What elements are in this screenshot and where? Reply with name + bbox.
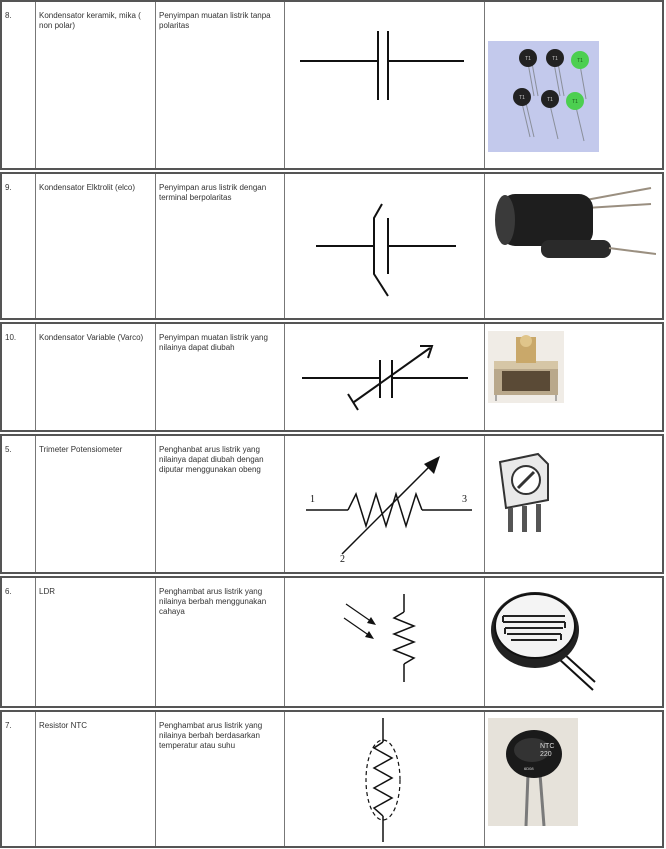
table-row	[0, 434, 664, 574]
trimmer-potentiometer-symbol	[302, 448, 478, 564]
table-row	[0, 576, 664, 708]
row-number: 6.	[5, 587, 12, 596]
ntc-label: NTC	[540, 743, 555, 750]
component-function: Penghanbat arus listrik yang nilainya dapat diubah dengan diputar menggunakan obeng	[159, 445, 264, 474]
table-row	[0, 710, 664, 848]
row-number: 5.	[5, 445, 12, 454]
ntc-code-label: 6D08	[524, 766, 534, 771]
photo-label: T1	[572, 99, 578, 105]
component-function: Penyimpan arus listrik dengan terminal berpolaritas	[159, 183, 267, 202]
component-name: Kondensator Variable (Varco)	[39, 333, 144, 342]
component-name: Kondensator Elktrolit (elco)	[39, 183, 136, 192]
photo-label: T1	[547, 97, 553, 103]
component-name: Kondensator keramik, mika ( non polar)	[39, 11, 141, 30]
row-number: 9.	[5, 183, 12, 192]
ldr-photo	[489, 586, 597, 694]
component-function: Penyimpan muatan listrik yang nilainya dapat diubah	[159, 333, 268, 352]
row-number: 8.	[5, 11, 12, 20]
pin-label: 1	[310, 494, 315, 505]
electrolytic-capacitor-photo	[491, 182, 656, 264]
electrolytic-capacitor-symbol	[312, 202, 462, 298]
component-function: Penghambat arus listrik yang nilainya berbah menggunakan cahaya	[159, 587, 267, 616]
pin-label: 2	[340, 554, 345, 564]
component-function: Penyimpan muatan listrik tanpa polaritas	[159, 11, 271, 30]
component-name: Trimeter Potensiometer	[39, 445, 123, 454]
ceramic-capacitor-photo	[488, 41, 599, 152]
ntc-value-label: 220	[540, 751, 552, 758]
variable-capacitor-photo	[488, 331, 564, 403]
ceramic-capacitor-symbol	[296, 26, 466, 106]
photo-label: T1	[525, 56, 531, 62]
trimmer-potentiometer-photo	[494, 450, 556, 534]
photo-label: T1	[519, 95, 525, 101]
row-number: 10.	[5, 333, 17, 342]
ntc-resistor-symbol	[354, 716, 412, 846]
pin-label: 3	[462, 494, 467, 505]
photo-label: T1	[552, 56, 558, 62]
component-function: Penghambat arus listrik yang nilainya berbah berdasarkan temperatur atau suhu	[159, 721, 263, 750]
photo-label: T1	[577, 58, 583, 64]
table-row	[0, 322, 664, 432]
table-row	[0, 172, 664, 320]
ntc-resistor-photo	[488, 718, 578, 826]
component-name: LDR	[39, 587, 56, 596]
ldr-symbol	[338, 590, 428, 686]
table-row	[0, 0, 664, 170]
row-number: 7.	[5, 721, 12, 730]
component-name: Resistor NTC	[39, 721, 88, 730]
variable-capacitor-symbol	[298, 340, 470, 416]
